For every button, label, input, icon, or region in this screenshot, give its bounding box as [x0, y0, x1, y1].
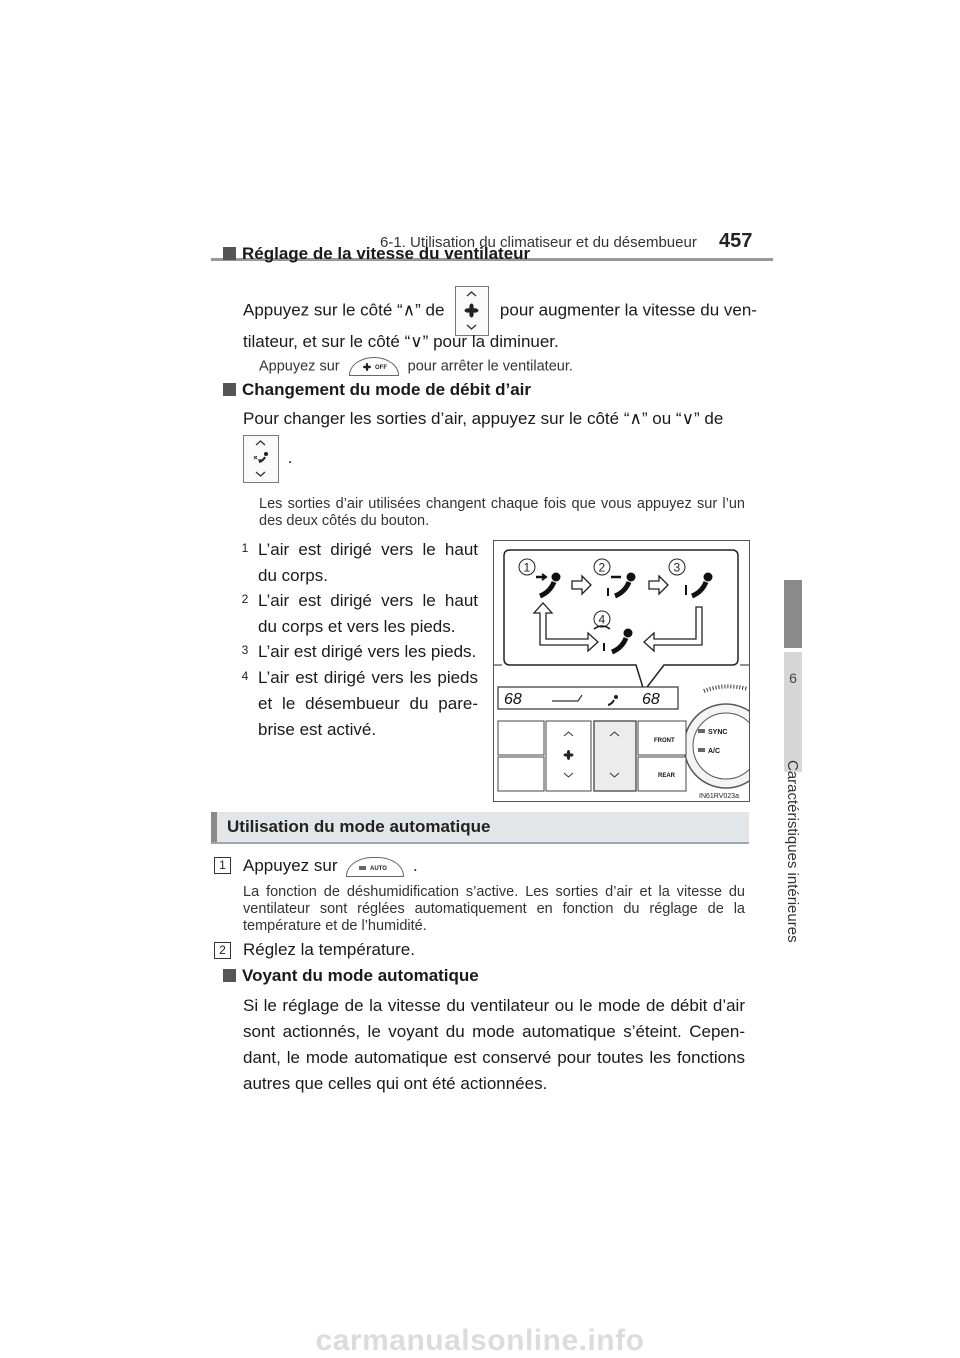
- indicator-heading: Voyant du mode automatique: [223, 966, 479, 986]
- page-number: 457: [719, 230, 753, 252]
- airflow-heading: Changement du mode de débit d’air: [223, 380, 531, 400]
- auto-mode-title: Utilisation du mode automatique: [227, 817, 491, 836]
- fan-speed-line1: Appuyez sur le côté “∧” de pour augmenter la vitesse du ven-: [243, 286, 757, 336]
- svg-text:2: 2: [598, 560, 606, 575]
- svg-text:IN61RV023a: IN61RV023a: [699, 793, 739, 800]
- climate-panel-figure: [493, 540, 750, 802]
- auto-mode-banner: [211, 812, 749, 842]
- section-bullet-icon: [223, 247, 236, 260]
- section-bullet-icon: [223, 969, 236, 982]
- step-2-text: Réglez la température.: [243, 940, 415, 959]
- auto-button-icon: [346, 857, 404, 877]
- svg-text:68: 68: [504, 691, 522, 708]
- list-item: 2 L’air est dirigé vers le haut du corps et vers les pieds.: [241, 591, 478, 636]
- section-bullet-icon: [223, 383, 236, 396]
- airflow-line1: Pour changer les sorties d’air, appuyez sur le côté “∧” ou “∨” de: [243, 409, 724, 428]
- fan-off-button-icon: [349, 357, 399, 376]
- fan-speed-line2: tilateur, et sur le côté “∨” pour la diminuer.: [243, 332, 559, 351]
- step-2-badge: 2: [214, 942, 231, 959]
- chapter-title: Caractéristiques intérieures: [784, 760, 801, 943]
- fan-speed-heading: Réglage de la vitesse du ventilateur: [223, 244, 530, 264]
- step-1-note: La fonction de déshumidification s’active. Les sorties d’air et la vitesse du ventilateur sont réglées automatiquement en fonction du réglage de la température et de l’humidité.: [243, 884, 745, 934]
- chapter-tab-marker: [784, 580, 802, 648]
- airflow-mode-button-icon: [243, 435, 279, 483]
- watermark: carmanualsonline.info: [315, 1324, 645, 1357]
- svg-text:FRONT: FRONT: [654, 738, 675, 744]
- banner-divider: [211, 842, 749, 844]
- fan-off-note: Appuyez sur OFF pour arrêter le ventilateur.: [259, 358, 573, 375]
- svg-text:3: 3: [673, 560, 681, 575]
- indicator-text: Si le réglage de la vitesse du ventilateur ou le mode de débit d’air sont actionnés, le voyant du mode automatique s’éteint. Cepen-dant, le mode automatique est conservé pour toutes les fonctions autres que celles qui ont été actionnées.: [243, 996, 745, 1093]
- svg-text:AUTO: AUTO: [370, 865, 388, 872]
- list-item: 3 L’air est dirigé vers les pieds.: [241, 642, 477, 661]
- svg-text:1: 1: [523, 560, 531, 575]
- airflow-note: Les sorties d’air utilisées changent chaque fois que vous appuyez sur l’un des deux côtés du bouton.: [259, 496, 745, 529]
- running-head: 6-1. Utilisation du climatiseur et du désembueur: [380, 234, 697, 251]
- svg-text:SYNC: SYNC: [708, 729, 728, 736]
- chapter-title-vertical: [784, 760, 802, 943]
- airflow-line2: .: [243, 435, 292, 483]
- svg-text:68: 68: [642, 691, 660, 708]
- svg-text:REAR: REAR: [658, 773, 676, 779]
- svg-text:A/C: A/C: [708, 748, 721, 755]
- list-item: 1 L’air est dirigé vers le haut du corps.: [241, 540, 478, 585]
- step-1-badge: 1: [214, 857, 231, 874]
- step-1-text: Appuyez sur AUTO .: [243, 856, 418, 875]
- svg-text:4: 4: [598, 612, 606, 627]
- chapter-number: 6: [789, 670, 797, 686]
- svg-text:OFF: OFF: [374, 365, 387, 371]
- list-item: 4 L’air est dirigé vers les pieds et le désembueur du pare-brise est activé.: [241, 668, 478, 739]
